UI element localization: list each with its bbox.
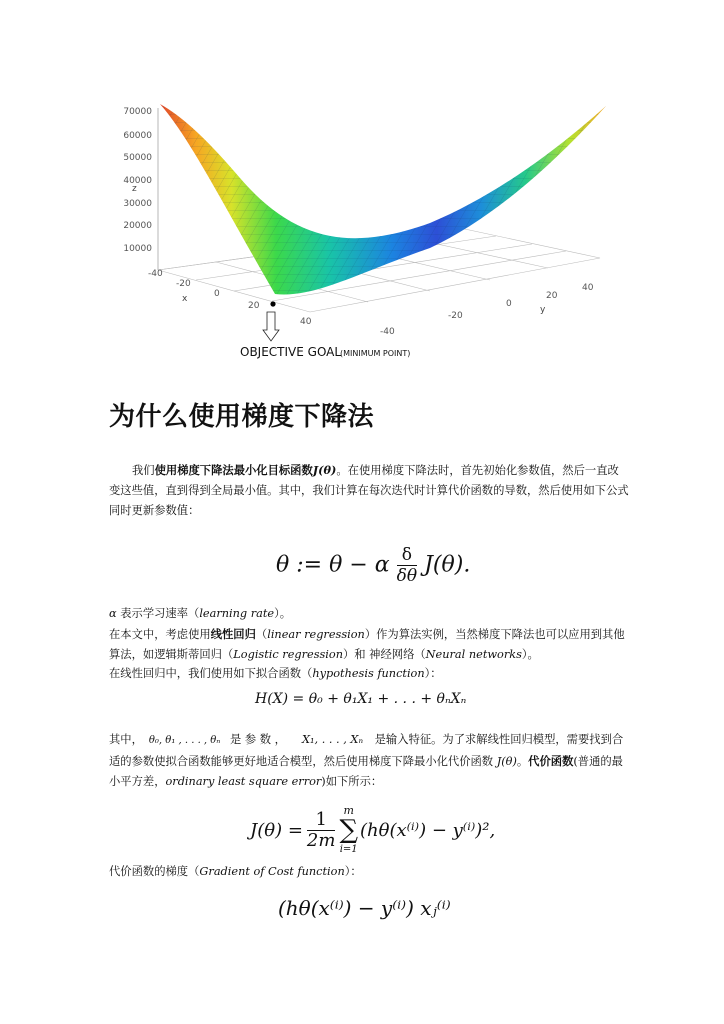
linear-regression-paragraph: 在本文中，考虑使用线性回归（linear regression）作为算法实例，当然梯度下降法也可以应用到其他算法，如逻辑斯蒂回归（Logistic regression）和 神经网络（Neural networks）。 (109, 627, 625, 661)
hypothesis-equation: H(X) = θ₀ + θ₁X₁ + . . . + θₙXₙ (255, 691, 467, 707)
z-tick: 40000 (123, 176, 152, 186)
z-tick-labels (123, 107, 152, 254)
z-tick: 30000 (123, 199, 152, 209)
cost-surface-figure (123, 98, 610, 368)
minimum-point-label: (MINIMUM POINT) (340, 349, 411, 358)
minimum-point-marker (270, 301, 275, 306)
z-tick: 10000 (123, 244, 152, 254)
z-tick: 50000 (123, 153, 152, 163)
z-tick: 20000 (123, 221, 152, 231)
x-tick: -40 (148, 269, 163, 279)
y-tick: 0 (506, 299, 512, 309)
objective-goal-label: OBJECTIVE GOAL (240, 345, 342, 359)
gradient-line: 代价函数的梯度（Gradient of Cost function）： (109, 865, 362, 878)
down-arrow-icon (263, 312, 279, 341)
y-tick: 40 (582, 283, 594, 293)
x-tick: 20 (248, 301, 260, 311)
hypothesis-line: 在线性回归中，我们使用如下拟合函数（hypothesis function）： (109, 667, 442, 680)
z-tick: 60000 (123, 131, 152, 141)
z-axis-label: z (132, 184, 137, 194)
z-tick: 70000 (123, 107, 152, 117)
x-tick: -20 (176, 279, 191, 289)
gradient-equation: (hθ(x⁽ⁱ⁾) − y⁽ⁱ⁾) xⱼ⁽ⁱ⁾ (278, 896, 451, 920)
y-axis-label: y (540, 305, 546, 315)
y-tick: -40 (380, 327, 395, 337)
x-tick: 40 (300, 317, 312, 327)
alpha-description: α 表示学习速率（learning rate）。 (109, 607, 292, 620)
parameters-paragraph: 其中， θ₀, θ₁ , . . . , θₙ 是 参 数 ， X₁, . . . , Xₙ 是输入特征。为了求解线性回归模型，需要找到合适的参数使拟合函数能够更好地适合模型，然后使用梯度下降最小化代价函数 J(θ)。代价函数(普通的最小平方差，ordinary least square error)如下所示： (109, 733, 624, 788)
intro-paragraph: 我们使用梯度下降法最小化目标函数J(θ)。在使用梯度下降法时，首先初始化参数值，然后一直改变这些值，直到得到全局最小值。其中，我们计算在每次迭代时计算代价函数的导数，然后使用如下公式同时更新参数值： (109, 463, 629, 517)
y-tick: 20 (546, 291, 558, 301)
x-tick: 0 (214, 289, 220, 299)
y-tick-labels (380, 283, 594, 337)
y-tick: -20 (448, 311, 463, 321)
update-rule-equation: θ := θ − α $\frac{\delta}{\delta\theta}$ J(θ). (276, 545, 471, 586)
cost-function-equation: J(θ) = $\frac{1}{2m}$ m ∑ i=1 (hθ(x⁽ⁱ⁾) − y⁽ⁱ⁾)², (250, 804, 496, 855)
x-axis-label: x (182, 294, 188, 304)
section-heading: 为什么使用梯度下降法 (109, 402, 375, 432)
